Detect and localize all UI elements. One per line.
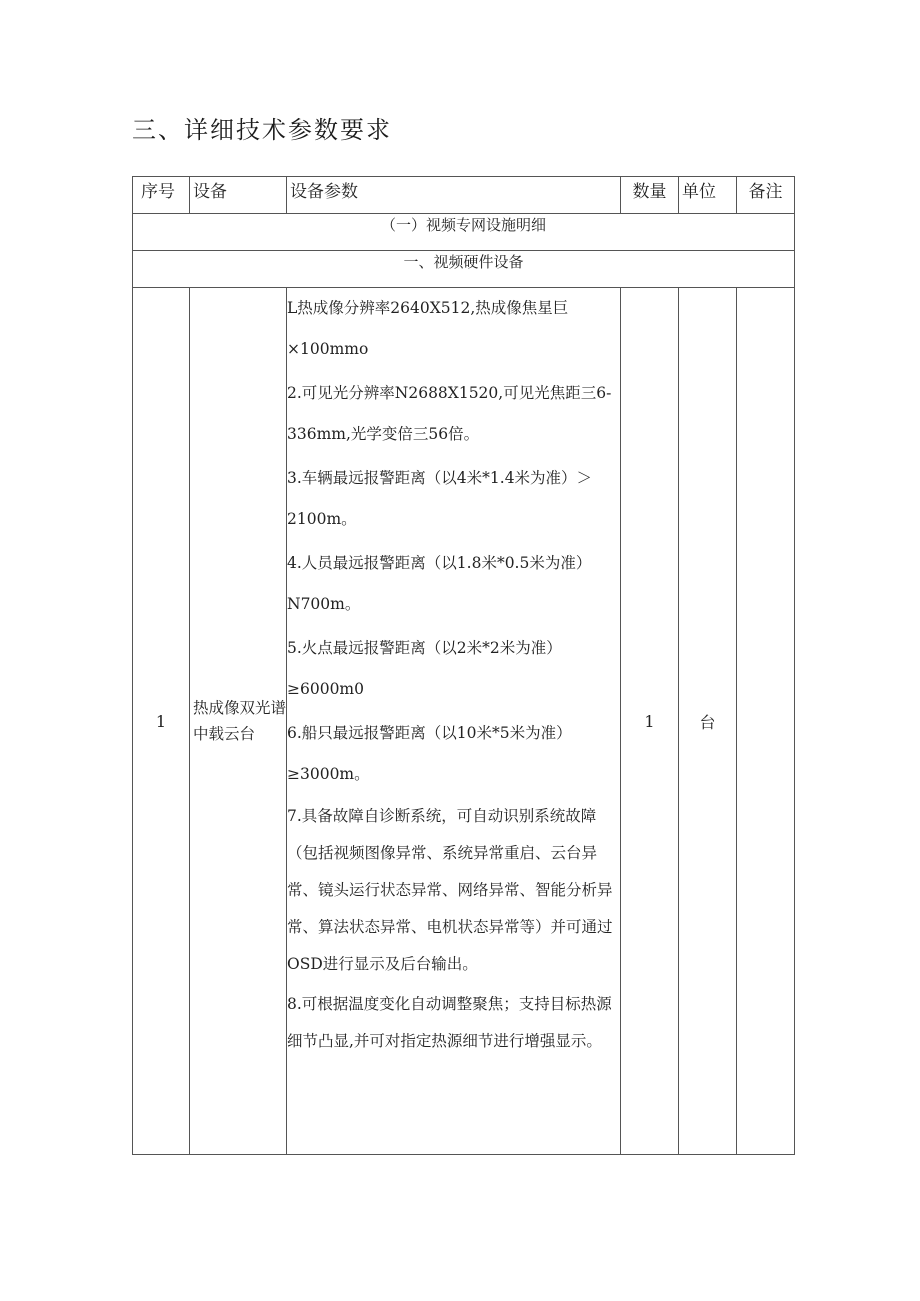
row-params [287, 288, 621, 1155]
param-item: 3.车辆最远报警距离（以4米*1.4米为准）＞2100m。 [287, 469, 593, 528]
header-unit: 单位 [679, 177, 737, 214]
header-device: 设备 [190, 177, 287, 214]
param-item: 7.具备故障自诊断系统，可自动识别系统故障（包括视频图像异常、系统异常重启、云台异常、镜头运行状态异常、网络异常、智能分析异常、算法状态异常、电机状态异常等）并可通过OSD进行显示及后台输出。 [287, 807, 613, 973]
row-seq: 1 [133, 288, 190, 1155]
header-qty: 数量 [621, 177, 679, 214]
header-seq: 序号 [133, 177, 190, 214]
spec-table [132, 176, 795, 1155]
row-unit: 台 [679, 288, 737, 1155]
param-item: 6.船只最远报警距离（以10米*5米为准）≥3000m。 [287, 724, 572, 783]
header-params: 设备参数 [287, 177, 621, 214]
subsection-title: 一、视频硬件设备 [133, 251, 795, 288]
row-device: 热成像双光谱中载云台 [190, 288, 287, 1155]
header-remark: 备注 [737, 177, 795, 214]
subsection-row [133, 251, 795, 288]
param-item: 2.可见光分辨率N2688X1520,可见光焦距三6-336mm,光学变倍三56倍。 [287, 384, 612, 443]
param-item: 4.人员最远报警距离（以1.8米*0.5米为准）N700m。 [287, 554, 592, 613]
section-row [133, 214, 795, 251]
row-remark [737, 288, 795, 1155]
row-qty: 1 [621, 288, 679, 1155]
param-item: L热成像分辨率2640X512,热成像焦星巨×100mmo [287, 299, 569, 358]
table-header-row [133, 177, 795, 214]
param-item: 8.可根据温度变化自动调整聚焦；支持目标热源细节凸显,并可对指定热源细节进行增强显示。 [287, 995, 612, 1050]
section-title: （一）视频专网设施明细 [133, 214, 795, 251]
param-item: 5.火点最远报警距离（以2米*2米为准）≥6000m0 [287, 639, 562, 698]
table-row [133, 288, 795, 1155]
section-heading: 三、详细技术参数要求 [132, 116, 392, 144]
